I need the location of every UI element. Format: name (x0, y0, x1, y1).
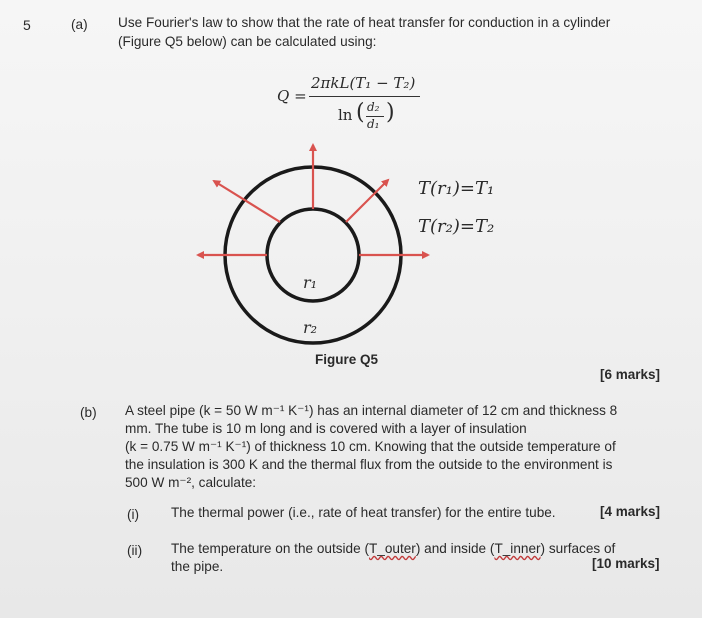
boundary-condition-2: T(r₂)=T₂ (418, 216, 495, 237)
label-r2: r₂ (303, 318, 318, 337)
heat-flux-arrows (198, 145, 428, 255)
sub-i-label: (i) (127, 507, 140, 522)
sub-ii-line-2: the pipe. (171, 559, 224, 574)
part-a-line2: (Figure Q5 below) can be calculated using: (118, 34, 377, 49)
boundary-condition-1: T(r₁)=T₁ (418, 178, 495, 199)
part-b-line-4: the insulation is 300 K and the thermal flux from the outside to the environment is (125, 457, 613, 472)
sub-ii-text-mid: ) and inside ( (415, 541, 495, 556)
sub-ii-line-1 (171, 541, 615, 556)
part-b-line-1: A steel pipe (k = 50 W m⁻¹ K⁻¹) has an internal diameter of 12 cm and thickness 8 (125, 403, 618, 418)
formula-d1: d₁ (367, 117, 380, 131)
part-a-label: (a) (71, 17, 88, 32)
part-a-marks: [6 marks] (600, 367, 661, 382)
figure-caption: Figure Q5 (315, 352, 379, 367)
formula-numerator: 2πkL(T₁ − T₂) (311, 74, 416, 92)
formula-lhs: Q = (277, 87, 307, 105)
t-inner-term: T_inner (494, 541, 541, 556)
arrow-up-left (214, 181, 280, 222)
formula-d2: d₂ (367, 100, 380, 114)
formula-paren-close: ) (386, 100, 395, 125)
part-b-line-2: mm. The tube is 10 m long and is covered with a layer of insulation (125, 421, 527, 436)
part-b-label: (b) (80, 405, 97, 420)
part-b-line-3: (k = 0.75 W m⁻¹ K⁻¹) of thickness 10 cm. Knowing that the outside temperature of (125, 439, 616, 454)
formula-fraction-bar (309, 96, 420, 97)
sub-ii-text-post: ) surfaces of (540, 541, 616, 556)
t-outer-term: T_outer (368, 541, 416, 556)
sub-ii-marks: [10 marks] (592, 556, 660, 571)
question-number: 5 (23, 17, 31, 33)
part-b-line-5: 500 W m⁻², calculate: (125, 475, 257, 490)
label-r1: r₁ (303, 273, 318, 292)
formula-paren-open: ( (356, 100, 365, 125)
sub-ii-text-pre: The temperature on the outside ( (171, 541, 369, 556)
sub-ii-label: (ii) (127, 543, 143, 558)
part-a-line1: Use Fourier's law to show that the rate of heat transfer for conduction in a cylinder (118, 15, 611, 30)
sub-i-marks: [4 marks] (600, 504, 661, 519)
formula-ln: ln (338, 106, 353, 124)
sub-i-text: The thermal power (i.e., rate of heat transfer) for the entire tube. (171, 505, 556, 520)
